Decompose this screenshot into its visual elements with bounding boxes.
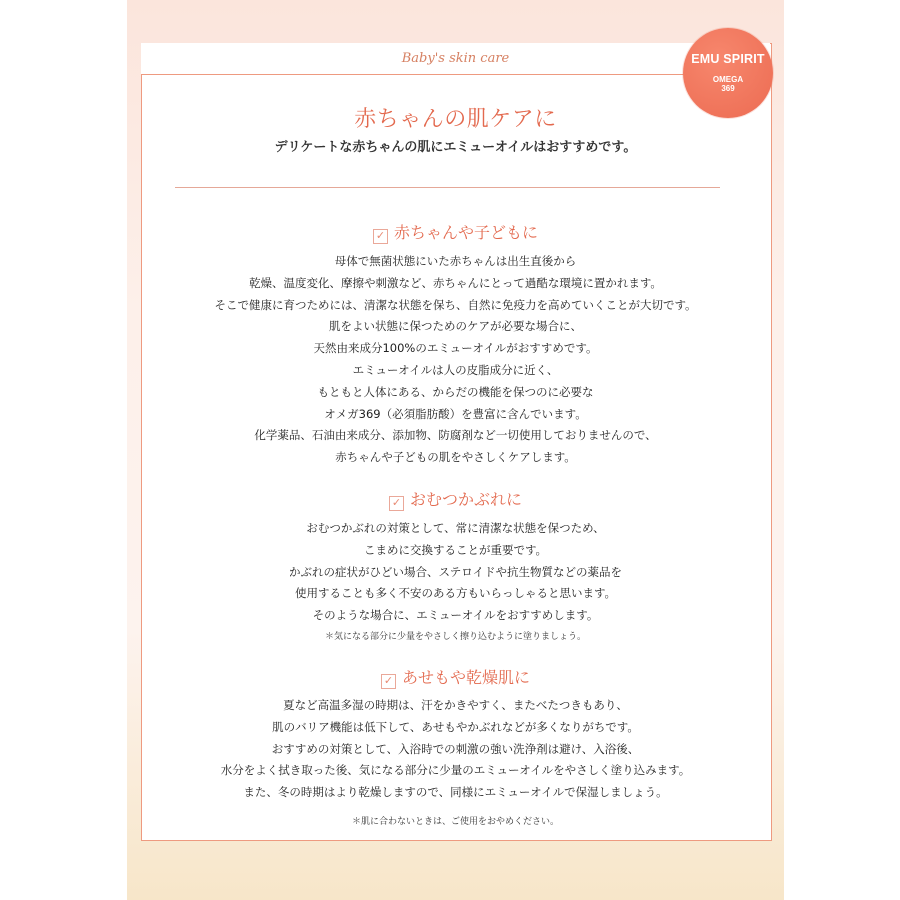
body-line: 使用することも多く不安のある方もいらっしゃると思います。 [294,586,617,601]
body-line: 肌をよい状態に保つためのケアが必要な場合に、 [329,319,582,334]
check-icon: ✓ [381,674,396,689]
body-line: 赤ちゃんや子どもの肌をやさしくケアします。 [335,450,576,465]
section-body-3 [141,695,770,804]
body-line: かぶれの症状がひどい場合、ステロイドや抗生物質などの薬品を [289,564,622,579]
body-line: 母体で無菌状態にいた赤ちゃんは出生直後から [334,254,577,268]
section-heading-2 [141,487,770,511]
badge-sub [683,75,773,93]
body-line: そこで健康に育つためには、清潔な状態を保ち、自然に免疫力を高めていくことが大切です。 [214,297,697,312]
badge-sub-line1: OMEGA [712,75,744,84]
header-strip [141,43,770,75]
body-line: こまめに交換することが重要です。 [363,542,548,557]
body-line: 乾燥、温度変化、摩擦や刺激など、赤ちゃんにとって過酷な環境に置かれます。 [249,275,662,290]
page-subtitle: デリケートな赤ちゃんの肌にエミューオイルはおすすめです。 [274,140,637,155]
section-body-1 [141,251,770,469]
section-heading-3 [141,665,770,689]
section-heading-text: おむつかぶれに [409,490,522,509]
body-line: 水分をよく拭き取った後、気になる部分に少量のエミューオイルをやさしく塗り込みます。 [220,763,691,778]
section-note-3: ＊肌に合わないときは、ご使用をおやめください。 [351,817,559,827]
body-line: 夏など高温多湿の時期は、汗をかきやすく、またべたつきもあり、 [283,698,628,712]
badge-brand: EMU SPIRIT [691,52,765,66]
body-line: そのような場合に、エミューオイルをおすすめします。 [312,608,599,623]
check-icon: ✓ [373,229,388,244]
body-line: 天然由来成分100%のエミューオイルがおすすめです。 [313,341,598,356]
body-line: オメガ369（必須脂肪酸）を豊富に含んでいます。 [324,406,587,421]
body-line: 肌のバリア機能は低下して、あせもやかぶれなどが多くなりがちです。 [272,719,639,734]
body-line: おむつかぶれの対策として、常に清潔な状態を保つため、 [306,521,605,535]
body-line: また、冬の時期はより乾燥しますので、同様にエミューオイルで保湿しましょう。 [243,785,668,800]
section-heading-text: あせもや乾燥肌に [401,668,530,687]
page-title: 赤ちゃんの肌ケアに [354,107,557,132]
body-line: 化学薬品、石油由来成分、添加物、防腐剤など一切使用しておりませんので、 [254,428,657,443]
check-icon: ✓ [389,496,404,511]
section-heading-text: 赤ちゃんや子どもに [393,223,538,242]
section-body-2 [141,518,770,627]
body-line: エミューオイルは人の皮脂成分に近く、 [352,362,559,377]
body-line: もともと人体にある、からだの機能を保つのに必要な [317,384,594,399]
divider [175,187,720,188]
badge-sub-line2: 369 [721,84,735,93]
body-line: おすすめの対策として、入浴時での刺激の強い洗浄剤は避け、入浴後、 [271,741,640,756]
section-heading-1 [141,220,770,244]
header-label: Baby's skin care [401,51,510,66]
section-note-2: ＊気になる部分に少量をやさしく擦り込むように塗りましょう。 [324,632,586,642]
